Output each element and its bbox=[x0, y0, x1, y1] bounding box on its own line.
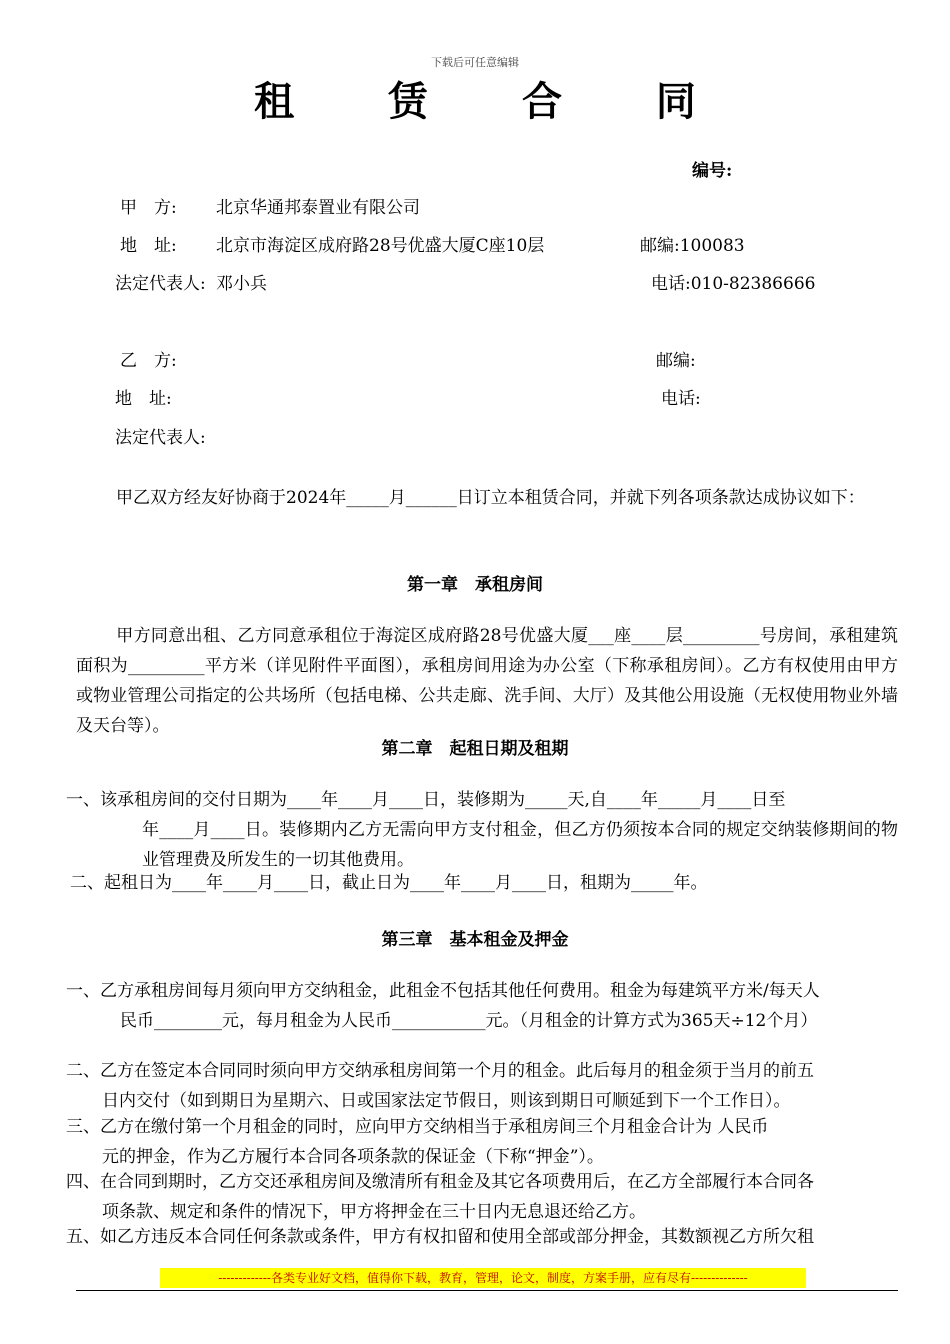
party-a-address-label: 地 址: bbox=[120, 236, 177, 256]
party-a-name: 北京华通邦泰置业有限公司 bbox=[216, 198, 420, 218]
chapter-2-item-2: 二、起租日为____年____月____日，截止日为____年____月____日，租期为_____年。 bbox=[70, 868, 902, 898]
party-a-address: 北京市海淀区成府路28号优盛大厦C座10层 bbox=[216, 236, 545, 256]
chapter-3-item-2: 二、乙方在签定本合同同时须向甲方交纳承租房间第一个月的租金。此后每月的租金须于当月的前五 日内交付（如到期日为星期六、日或国家法定节假日，则该到期日可顺延到下一个工作日）。 bbox=[66, 1056, 898, 1116]
top-note: 下载后可任意编辑 bbox=[431, 56, 519, 69]
footer-divider bbox=[76, 1290, 898, 1291]
party-b-address-label: 地 址: bbox=[115, 389, 172, 409]
item-number: 五、 bbox=[66, 1227, 100, 1247]
party-a-rep-label: 法定代表人: bbox=[115, 274, 206, 294]
item-number: 一、 bbox=[66, 981, 100, 1001]
intro-paragraph: 甲乙双方经友好协商于2024年_____月______日订立本租赁合同，并就下列各项条款达成协议如下： bbox=[116, 488, 865, 508]
party-b-label: 乙 方: bbox=[120, 351, 177, 371]
chapter-3-item-5: 五、如乙方违反本合同任何条款或条件，甲方有权扣留和使用全部或部分押金，其数额视乙方所欠租 bbox=[66, 1222, 898, 1252]
chapter-3-item-3: 三、乙方在缴付第一个月租金的同时，应向甲方交纳相当于承租房间三个月租金合计为 人民币 元的押金，作为乙方履行本合同各项条款的保证金（下称“押金”）。 bbox=[66, 1112, 898, 1172]
party-b-postcode: 邮编: bbox=[656, 351, 696, 371]
item-number: 三、 bbox=[66, 1117, 100, 1137]
item-number: 二、 bbox=[70, 873, 104, 893]
chapter-2-title: 第二章 起租日期及租期 bbox=[381, 739, 569, 759]
chapter-3-item-1: 一、乙方承租房间每月须向甲方交纳租金，此租金不包括其他任何费用。租金为每建筑平方米/每天人 民币________元，每月租金为人民币___________元。（月租金的计算方式为365天÷12个月） bbox=[66, 976, 898, 1036]
party-b-rep-label: 法定代表人: bbox=[115, 428, 206, 448]
chapter-1-text: 甲方同意出租、乙方同意承租位于海淀区成府路28号优盛大厦___座____层_________号房间，承租建筑面积为_________平方米（详见附件平面图），承租房间用途为办公室（下称承租房间）。乙方有权使用由甲方或物业管理公司指定的公共场所（包括电梯、公共走廊、洗手间、大厅）及其他公用设施（无权使用物业外墙及天台等）。 bbox=[76, 626, 898, 736]
item-number: 四、 bbox=[66, 1172, 100, 1192]
party-a-phone: 电话:010-82386666 bbox=[651, 274, 816, 294]
contract-number-label: 编号: bbox=[692, 161, 733, 181]
item-number: 一、 bbox=[66, 790, 100, 810]
document-title: 租 赁 合 同 bbox=[254, 78, 736, 125]
chapter-3-title: 第三章 基本租金及押金 bbox=[381, 930, 569, 950]
chapter-2-item-1: 一、该承租房间的交付日期为____年____月____日，装修期为_____天,自____年_____月____日至 年____月____日。装修期内乙方无需向甲方支付租金，但乙方仍须按本合同的规定交纳装修期间的物业管理费及所发生的一切其他费用。 bbox=[66, 785, 898, 875]
chapter-3-item-4: 四、在合同到期时，乙方交还承租房间及缴清所有租金及其它各项费用后，在乙方全部履行本合同各 项条款、规定和条件的情况下，甲方将押金在三十日内无息退还给乙方。 bbox=[66, 1167, 898, 1227]
party-a-postcode: 邮编:100083 bbox=[640, 236, 745, 256]
party-b-phone: 电话: bbox=[661, 389, 701, 409]
item-number: 二、 bbox=[66, 1061, 100, 1081]
party-a-label: 甲 方: bbox=[120, 198, 177, 218]
chapter-1-title: 第一章 承租房间 bbox=[407, 575, 543, 595]
footer-banner: -------------各类专业好文档，值得你下载，教育，管理，论文，制度，方案手册，应有尽有-------------- bbox=[160, 1268, 806, 1288]
party-a-rep: 邓小兵 bbox=[216, 274, 267, 294]
